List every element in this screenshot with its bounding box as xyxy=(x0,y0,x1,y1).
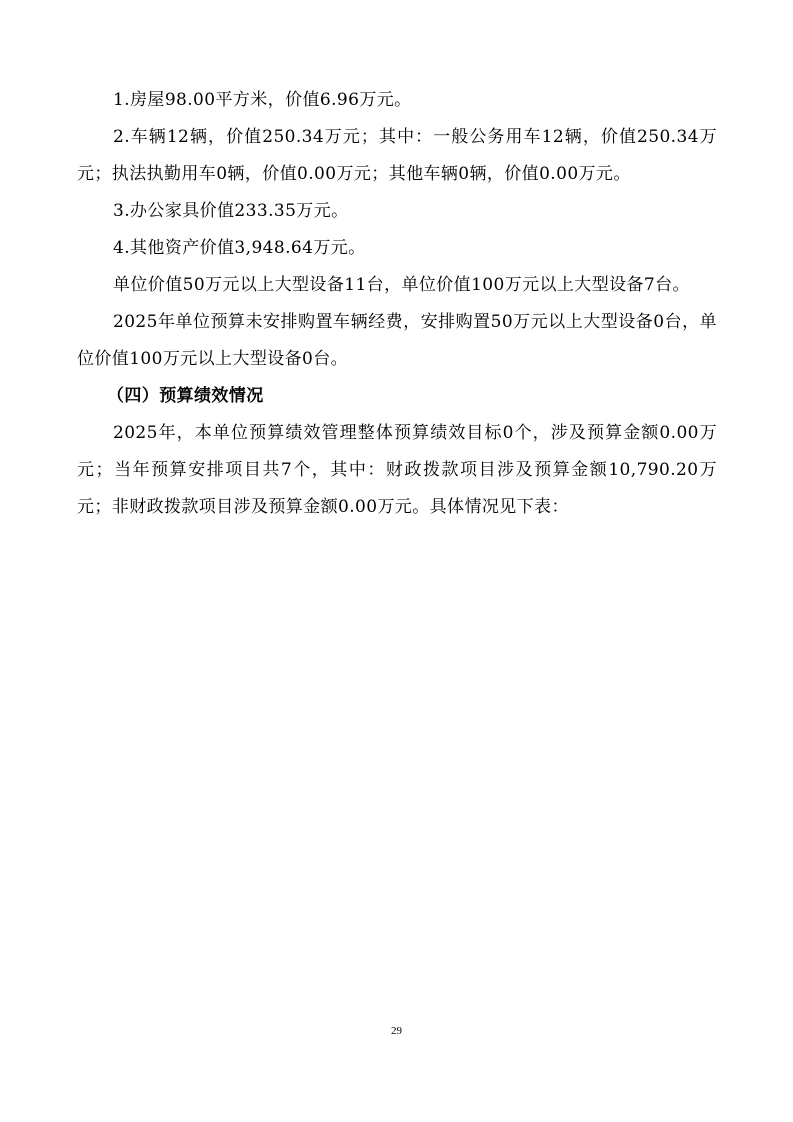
paragraph-furniture: 3.办公家具价值233.35万元。 xyxy=(113,201,349,221)
section-heading: （四）预算绩效情况 xyxy=(107,386,264,406)
paragraph-other-assets: 4.其他资产价值3,948.64万元。 xyxy=(113,238,366,258)
paragraph-performance: 2025年，本单位预算绩效管理整体预算绩效目标0个，涉及预算金额0.00万元；当年预算安排项目共7个，其中：财政拨款项目涉及预算金额10,790.20万元；非财政拨款项目涉及预算金额0.00万元。具体情况见下表： xyxy=(77,423,717,517)
paragraph-housing: 1.房屋98.00平方米，价值6.96万元。 xyxy=(113,90,412,110)
paragraph-large-equipment: 单位价值50万元以上大型设备11台，单位价值100万元以上大型设备7台。 xyxy=(113,275,690,295)
paragraph-2025-purchase: 2025年单位预算未安排购置车辆经费，安排购置50万元以上大型设备0台，单位价值100万元以上大型设备0台。 xyxy=(77,312,717,369)
page-number: 29 xyxy=(391,1025,402,1037)
document-body xyxy=(77,82,717,526)
paragraph-vehicles: 2.车辆12辆，价值250.34万元；其中：一般公务用车12辆，价值250.34万元；执法执勤用车0辆，价值0.00万元；其他车辆0辆，价值0.00万元。 xyxy=(77,127,717,184)
